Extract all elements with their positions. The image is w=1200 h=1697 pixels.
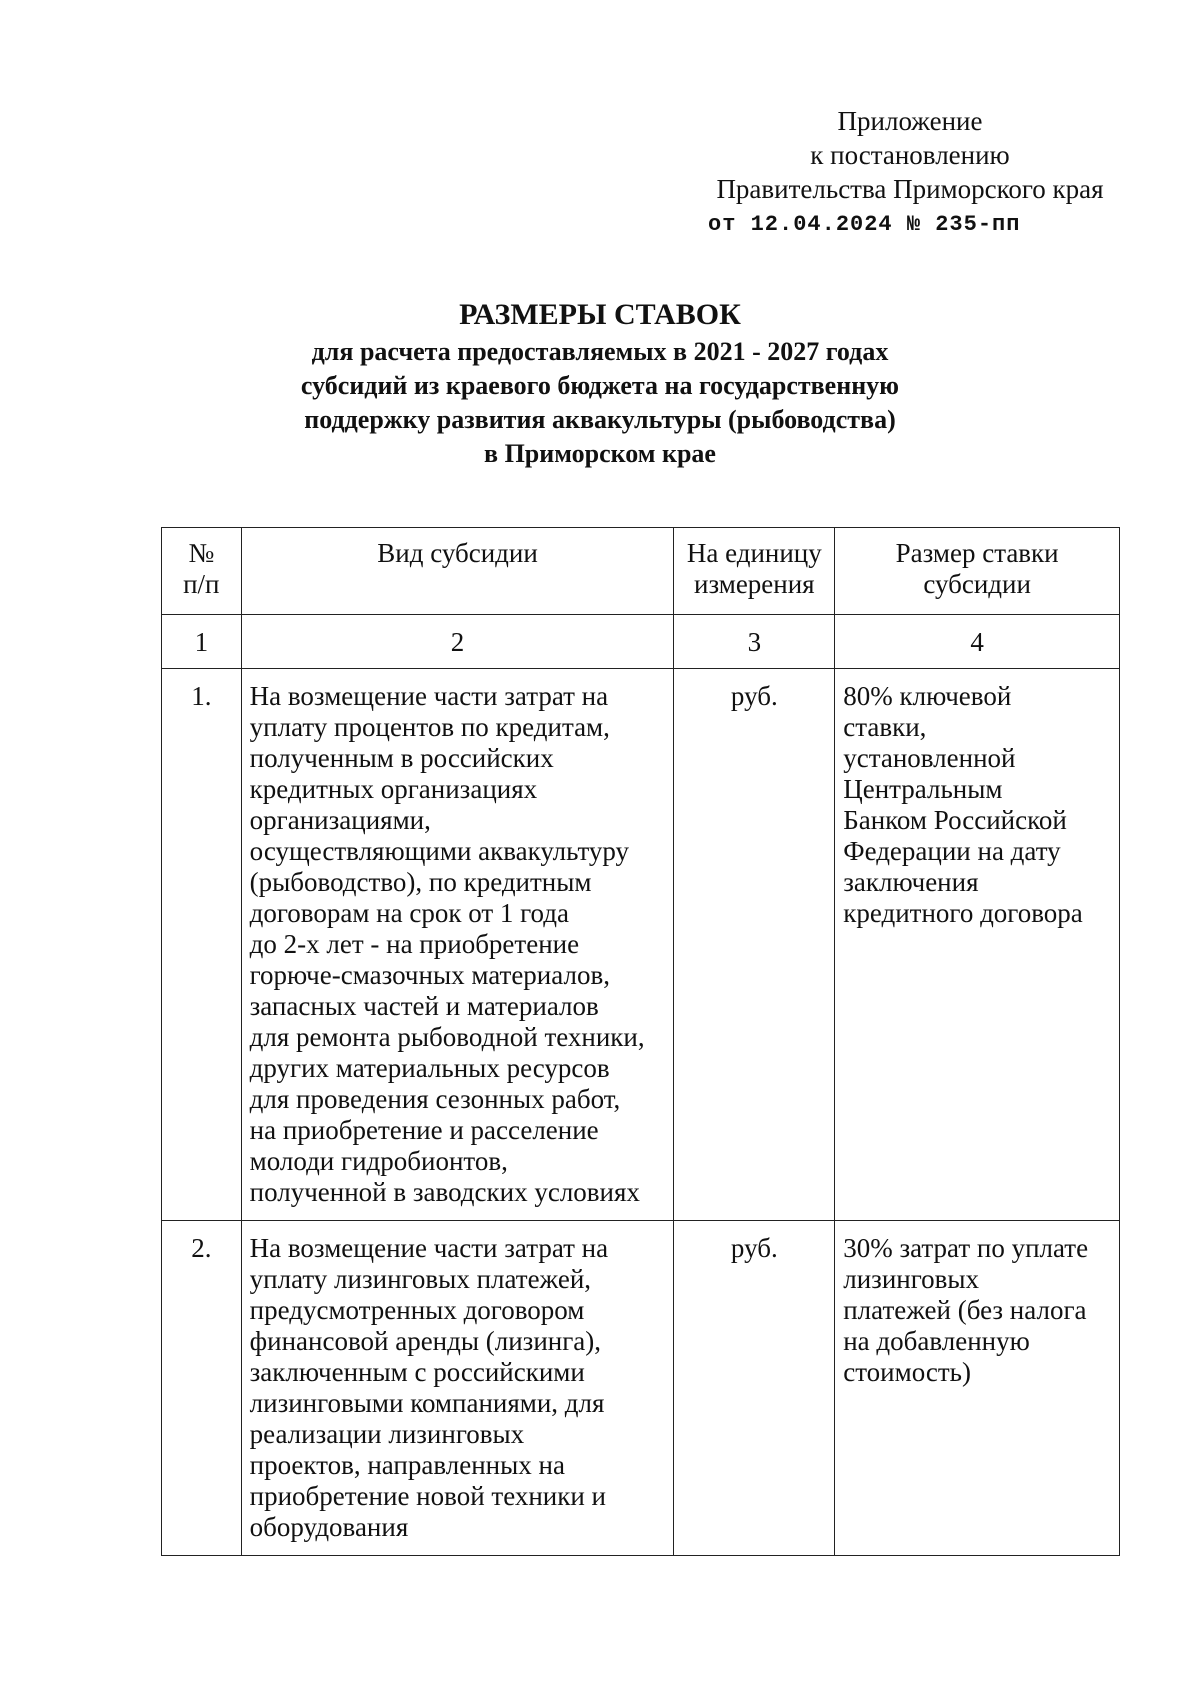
rates-table xyxy=(161,527,1120,1556)
text-line: других материальных ресурсов xyxy=(249,1053,610,1083)
text-line: На возмещение части затрат на xyxy=(249,1233,609,1263)
row-number: 2. xyxy=(162,1221,242,1556)
text-line: до 2-х лет - на приобретение xyxy=(249,929,580,959)
text-line: для проведения сезонных работ, xyxy=(249,1084,621,1114)
row-rate xyxy=(835,669,1120,1221)
column-number: 3 xyxy=(674,615,835,669)
column-number: 4 xyxy=(835,615,1120,669)
text-line: оборудования xyxy=(249,1512,409,1542)
text-line: ставки, xyxy=(843,712,927,742)
text-line: На возмещение части затрат на xyxy=(249,681,609,711)
text-line: 30% затрат по уплате xyxy=(843,1233,1089,1263)
column-number: 1 xyxy=(162,615,242,669)
title-line: поддержку развития аквакультуры (рыбоводства) xyxy=(304,405,896,434)
resolution-stamp: от 12.04.2024 № 235-пп xyxy=(708,212,1021,237)
text-line: на приобретение и расселение xyxy=(249,1115,599,1145)
text-line: полученной в заводских условиях xyxy=(249,1177,640,1207)
text-line: Федерации на дату xyxy=(843,836,1061,866)
header-unit-line: измерения xyxy=(694,569,815,599)
appendix-line-2: к постановлению xyxy=(810,140,1010,170)
title-line: субсидий из краевого бюджета на государственную xyxy=(300,371,900,400)
document-title xyxy=(200,295,1000,471)
text-line: запасных частей и материалов xyxy=(249,991,599,1021)
text-line: платежей (без налога xyxy=(843,1295,1087,1325)
text-line: осуществляющими аквакультуру xyxy=(249,836,630,866)
text-line: установленной xyxy=(843,743,1016,773)
text-line: молоди гидробионтов, xyxy=(249,1146,508,1176)
text-line: полученным в российских xyxy=(249,743,554,773)
row-rate xyxy=(835,1221,1120,1556)
text-line: приобретение новой техники и xyxy=(249,1481,606,1511)
header-num-line: п/п xyxy=(183,569,220,599)
header-unit xyxy=(674,528,835,615)
header-unit-line: На единицу xyxy=(686,538,822,568)
text-line: на добавленную xyxy=(843,1326,1030,1356)
text-line: финансовой аренды (лизинга), xyxy=(249,1326,602,1356)
title-line: в Приморском крае xyxy=(484,439,716,468)
header-type-label: Вид субсидии xyxy=(377,538,538,568)
row-description xyxy=(241,1221,674,1556)
text-line: заключения xyxy=(843,867,979,897)
text-line: заключенным с российскими xyxy=(249,1357,585,1387)
header-rate-line: Размер ставки xyxy=(895,538,1059,568)
text-line: Центральным xyxy=(843,774,1003,804)
appendix-line-1: Приложение xyxy=(837,106,983,136)
text-line: договорам на срок от 1 года xyxy=(249,898,569,928)
text-line: стоимость) xyxy=(843,1357,971,1387)
text-line: лизинговых xyxy=(843,1264,980,1294)
column-number: 2 xyxy=(241,615,674,669)
text-line: уплату лизинговых платежей, xyxy=(249,1264,592,1294)
title-line: для расчета предоставляемых в 2021 - 2027 годах xyxy=(311,337,889,366)
row-description xyxy=(241,669,674,1221)
text-line: реализации лизинговых xyxy=(249,1419,525,1449)
header-type xyxy=(241,528,674,615)
table-row xyxy=(162,1221,1120,1556)
text-line: для ремонта рыбоводной техники, xyxy=(249,1022,645,1052)
text-line: кредитных организациях xyxy=(249,774,538,804)
row-unit: руб. xyxy=(674,1221,835,1556)
text-line: (рыбоводство), по кредитным xyxy=(249,867,592,897)
row-number: 1. xyxy=(162,669,242,1221)
table-header-row xyxy=(162,528,1120,615)
header-num xyxy=(162,528,242,615)
text-line: кредитного договора xyxy=(843,898,1083,928)
appendix-header xyxy=(700,104,1120,242)
text-line: горюче-смазочных материалов, xyxy=(249,960,610,990)
header-num-line: № xyxy=(188,538,215,568)
text-line: уплату процентов по кредитам, xyxy=(249,712,610,742)
text-line: проектов, направленных на xyxy=(249,1450,565,1480)
row-unit: руб. xyxy=(674,669,835,1221)
table-row xyxy=(162,669,1120,1221)
header-rate xyxy=(835,528,1120,615)
header-rate-line: субсидии xyxy=(923,569,1031,599)
text-line: Банком Российской xyxy=(843,805,1067,835)
text-line: предусмотренных договором xyxy=(249,1295,585,1325)
text-line: 80% ключевой xyxy=(843,681,1012,711)
column-number-row xyxy=(162,615,1120,669)
title-main: РАЗМЕРЫ СТАВОК xyxy=(459,298,741,331)
appendix-line-3: Правительства Приморского края xyxy=(716,174,1104,204)
text-line: организациями, xyxy=(249,805,431,835)
text-line: лизинговыми компаниями, для xyxy=(249,1388,605,1418)
